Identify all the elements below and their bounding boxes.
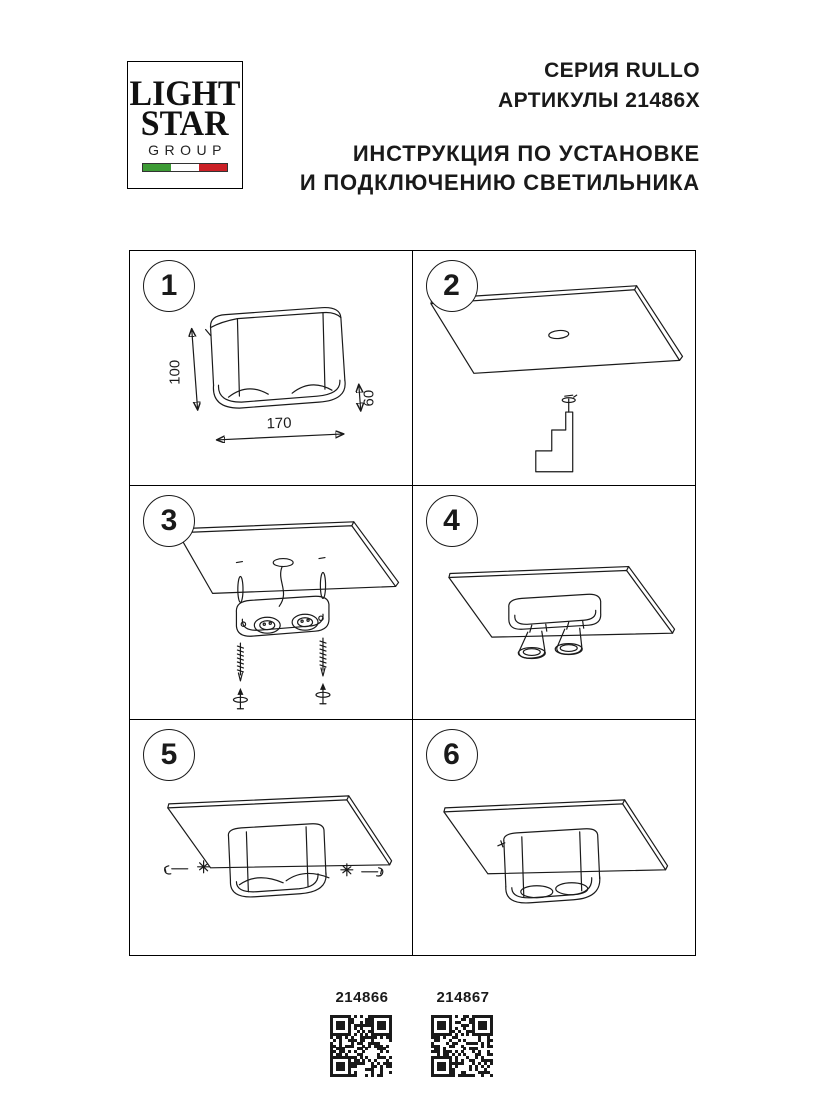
- header-titles: [498, 56, 700, 116]
- side-screw-icons: [165, 861, 383, 876]
- step-panel-6: [413, 720, 696, 955]
- fixture-base-drawing: [508, 594, 600, 632]
- step-number-badge: [426, 729, 478, 781]
- step-number: 4: [443, 503, 460, 537]
- step-number: 3: [160, 503, 178, 537]
- dimension-width: 170: [266, 415, 292, 433]
- flag-white: [171, 164, 199, 171]
- instruction-line-1: ИНСТРУКЦИЯ ПО УСТАНОВКЕ: [352, 141, 700, 166]
- fixture-drawing: [206, 308, 346, 409]
- series-title: СЕРИЯ RULLO: [544, 59, 700, 82]
- dimension-depth: 60: [361, 389, 378, 407]
- logo-word-light: LIGHT: [129, 72, 241, 113]
- qr-code: [330, 1015, 392, 1077]
- fixture-base-drawing: [236, 596, 329, 636]
- article-code-label: 214867: [436, 989, 490, 1006]
- instruction-line-2: И ПОДКЛЮЧЕНИЮ СВЕТИЛЬНИКА: [299, 170, 700, 195]
- step-panel-1: [130, 251, 413, 486]
- step-number: 6: [443, 738, 460, 772]
- step-number: 1: [160, 269, 178, 302]
- logo-word-star: STAR: [141, 103, 229, 143]
- step-number-badge: [143, 729, 195, 781]
- fixture-body-drawing: [228, 824, 329, 897]
- screw-icon: [562, 395, 576, 412]
- lightstar-logo: [127, 61, 243, 189]
- step-panel-4: [413, 486, 696, 721]
- spot-lamp-icons: [518, 628, 582, 658]
- step-number-badge: [143, 495, 195, 547]
- step-number-badge: [143, 260, 195, 312]
- step-panel-3: [130, 486, 413, 721]
- ceiling-panel-drawing: [178, 521, 399, 593]
- step-panel-2: [413, 251, 696, 486]
- step-panel-5: [130, 720, 413, 955]
- step-number: 2: [443, 269, 460, 302]
- italian-flag: [142, 163, 228, 172]
- wire-drawing: [279, 566, 283, 606]
- step-number-badge: [426, 260, 478, 312]
- dimension-height: 100: [167, 359, 184, 385]
- stepladder-icon: [535, 412, 572, 472]
- ceiling-panel-drawing: [443, 800, 667, 874]
- ceiling-panel-drawing: [168, 796, 392, 868]
- flag-green: [143, 164, 171, 171]
- dimension-arrows: [168, 329, 378, 440]
- step-number: 5: [160, 738, 178, 772]
- step-number-badge: [426, 495, 478, 547]
- qr-code: [431, 1015, 493, 1077]
- threaded-screw-icons: [237, 638, 326, 681]
- steps-grid: [129, 250, 696, 956]
- logo-word-group: GROUP: [148, 142, 227, 159]
- fixture-body-drawing: [503, 829, 599, 903]
- flag-red: [199, 164, 227, 171]
- articles-title: АРТИКУЛЫ 21486X: [498, 89, 700, 112]
- screwdriver-icons: [233, 683, 329, 709]
- instruction-title: [300, 139, 700, 197]
- article-code-label: 214866: [335, 989, 389, 1006]
